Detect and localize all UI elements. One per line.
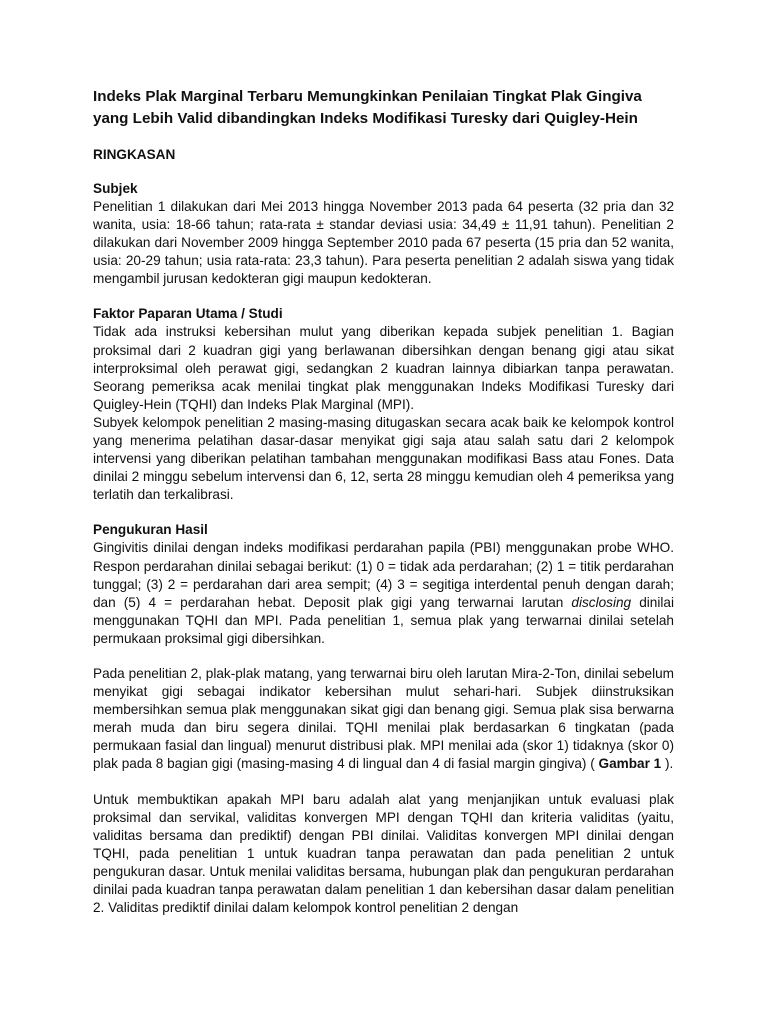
document-title: Indeks Plak Marginal Terbaru Memungkinkan Penilaian Tingkat Plak Gingiva yang Lebih Valid dibandingkan Indeks Modifikasi Turesky dari Quigley-Hein: [93, 88, 642, 127]
faktor-paragraph-1: Tidak ada instruksi kebersihan mulut yang diberikan kepada subjek penelitian 1. Bagian proksimal dari 2 kuadran gigi yang berlawanan dibersihkan dengan benang gigi atau sikat interproksimal oleh perawat gigi, sedangkan 2 kuadran lainnya dibiarkan tanpa perawatan. Seorang pemeriksa acak menilai tingkat plak menggunakan Indeks Modifikasi Turesky dari Quigley-Hein (TQHI) dan Indeks Plak Marginal (MPI).: [93, 324, 674, 412]
section-heading-subjek: Subjek: [93, 181, 138, 196]
faktor-paragraph-2: Subyek kelompok penelitian 2 masing-masing ditugaskan secara acak baik ke kelompok kontrol yang menerima pelatihan dasar-dasar menyikat gigi saja atau salah satu dari 2 kelompok intervensi yang diberikan pelatihan tambahan menggunakan modifikasi Bass atau Fones. Data dinilai 2 minggu sebelum intervensi dan 6, 12, serta 28 minggu kemudian oleh 4 pemeriksa yang terlatih dan terkalibrasi.: [93, 414, 674, 503]
subjek-paragraph: Penelitian 1 dilakukan dari Mei 2013 hingga November 2013 pada 64 peserta (32 pria dan 32 wanita, usia: 18-66 tahun; rata-rata ± standar deviasi usia: 34,49 ± 11,91 tahun). Penelitian 2 dilakukan dari November 2009 hingga September 2010 pada 67 peserta (15 pria dan 52 wanita, usia: 20-29 tahun; usia rata-rata: 23,3 tahun). Para peserta penelitian 2 adalah siswa yang tidak mengambil jurusan kedokteran gigi maupun kedokteran.: [93, 199, 674, 287]
pengukuran-paragraph-1: [93, 539, 674, 648]
pengukuran-paragraph-3: Untuk membuktikan apakah MPI baru adalah alat yang menjanjikan untuk evaluasi plak proksimal dan servikal, validitas konvergen MPI dengan TQHI dan kriteria validitas (yaitu, validitas bersama dan prediktif) dengan PBI dinilai. Validitas konvergen MPI dinilai dengan TQHI, pada penelitian 1 untuk kuadran tanpa perawatan dan pada penelitian 2 untuk pengukuran dasar. Untuk menilai validitas bersama, hubungan plak dan pengukuran perdarahan dinilai pada kuadran tanpa perawatan dalam penelitian 1 dan kebersihan dasar dalam penelitian 2. Validitas prediktif dinilai dalam kelompok kontrol penelitian 2 dengan: [93, 791, 674, 916]
section-faktor: [93, 305, 674, 504]
pengukuran-p1-text-b: dinilai menggunakan TQHI dan MPI. Pada penelitian 1, semua plak yang terwarnai dinilai setelah permukaan proksimal gigi dibersihkan.: [93, 594, 674, 646]
section-heading-faktor: Faktor Paparan Utama / Studi: [93, 306, 283, 322]
section-heading-pengukuran: Pengukuran Hasil: [93, 522, 208, 538]
section-pengukuran: [93, 521, 674, 917]
pengukuran-p1-text-a: Gingivitis dinilai dengan indeks modifikasi perdarahan papila (PBI) menggunakan probe WHO. Respon perdarahan dinilai sebagai berikut: (1) 0 = tidak ada perdarahan; (2) 1 = titik perdarahan tunggal; (3) 2 = perdarahan dari area sempit; (4) 3 = segitiga interdental penuh dengan darah; dan (5) 4 = perdarahan hebat. Deposit plak gigi yang terwarnai larutan: [93, 540, 674, 610]
section-subjek: [93, 180, 674, 288]
summary-heading: RINGKASAN: [93, 147, 176, 162]
pengukuran-p2-text-a: Pada penelitian 2, plak-plak matang, yang terwarnai biru oleh larutan Mira-2-Ton, dinilai sebelum menyikat gigi sebagai indikator kebersihan mulut sehari-hari. Subjek diinstruksikan membersihkan semua plak menggunakan sikat gigi dan benang gigi. Semua plak sisa berwarna merah muda dan biru segera dinilai. TQHI menilai plak berdasarkan 6 tingkatan (pada permukaan fasial dan lingual) menurut distribusi plak. MPI menilai ada (skor 1) tidaknya (skor 0) plak pada 8 bagian gigi (masing-masing 4 di lingual dan 4 di fasial margin gingiva) (: [93, 665, 674, 772]
pengukuran-paragraph-2: [93, 665, 674, 774]
figure-reference: Gambar 1: [598, 756, 662, 772]
pengukuran-p2-text-b: ).: [661, 756, 674, 772]
pengukuran-p1-italic: disclosing: [571, 594, 632, 610]
